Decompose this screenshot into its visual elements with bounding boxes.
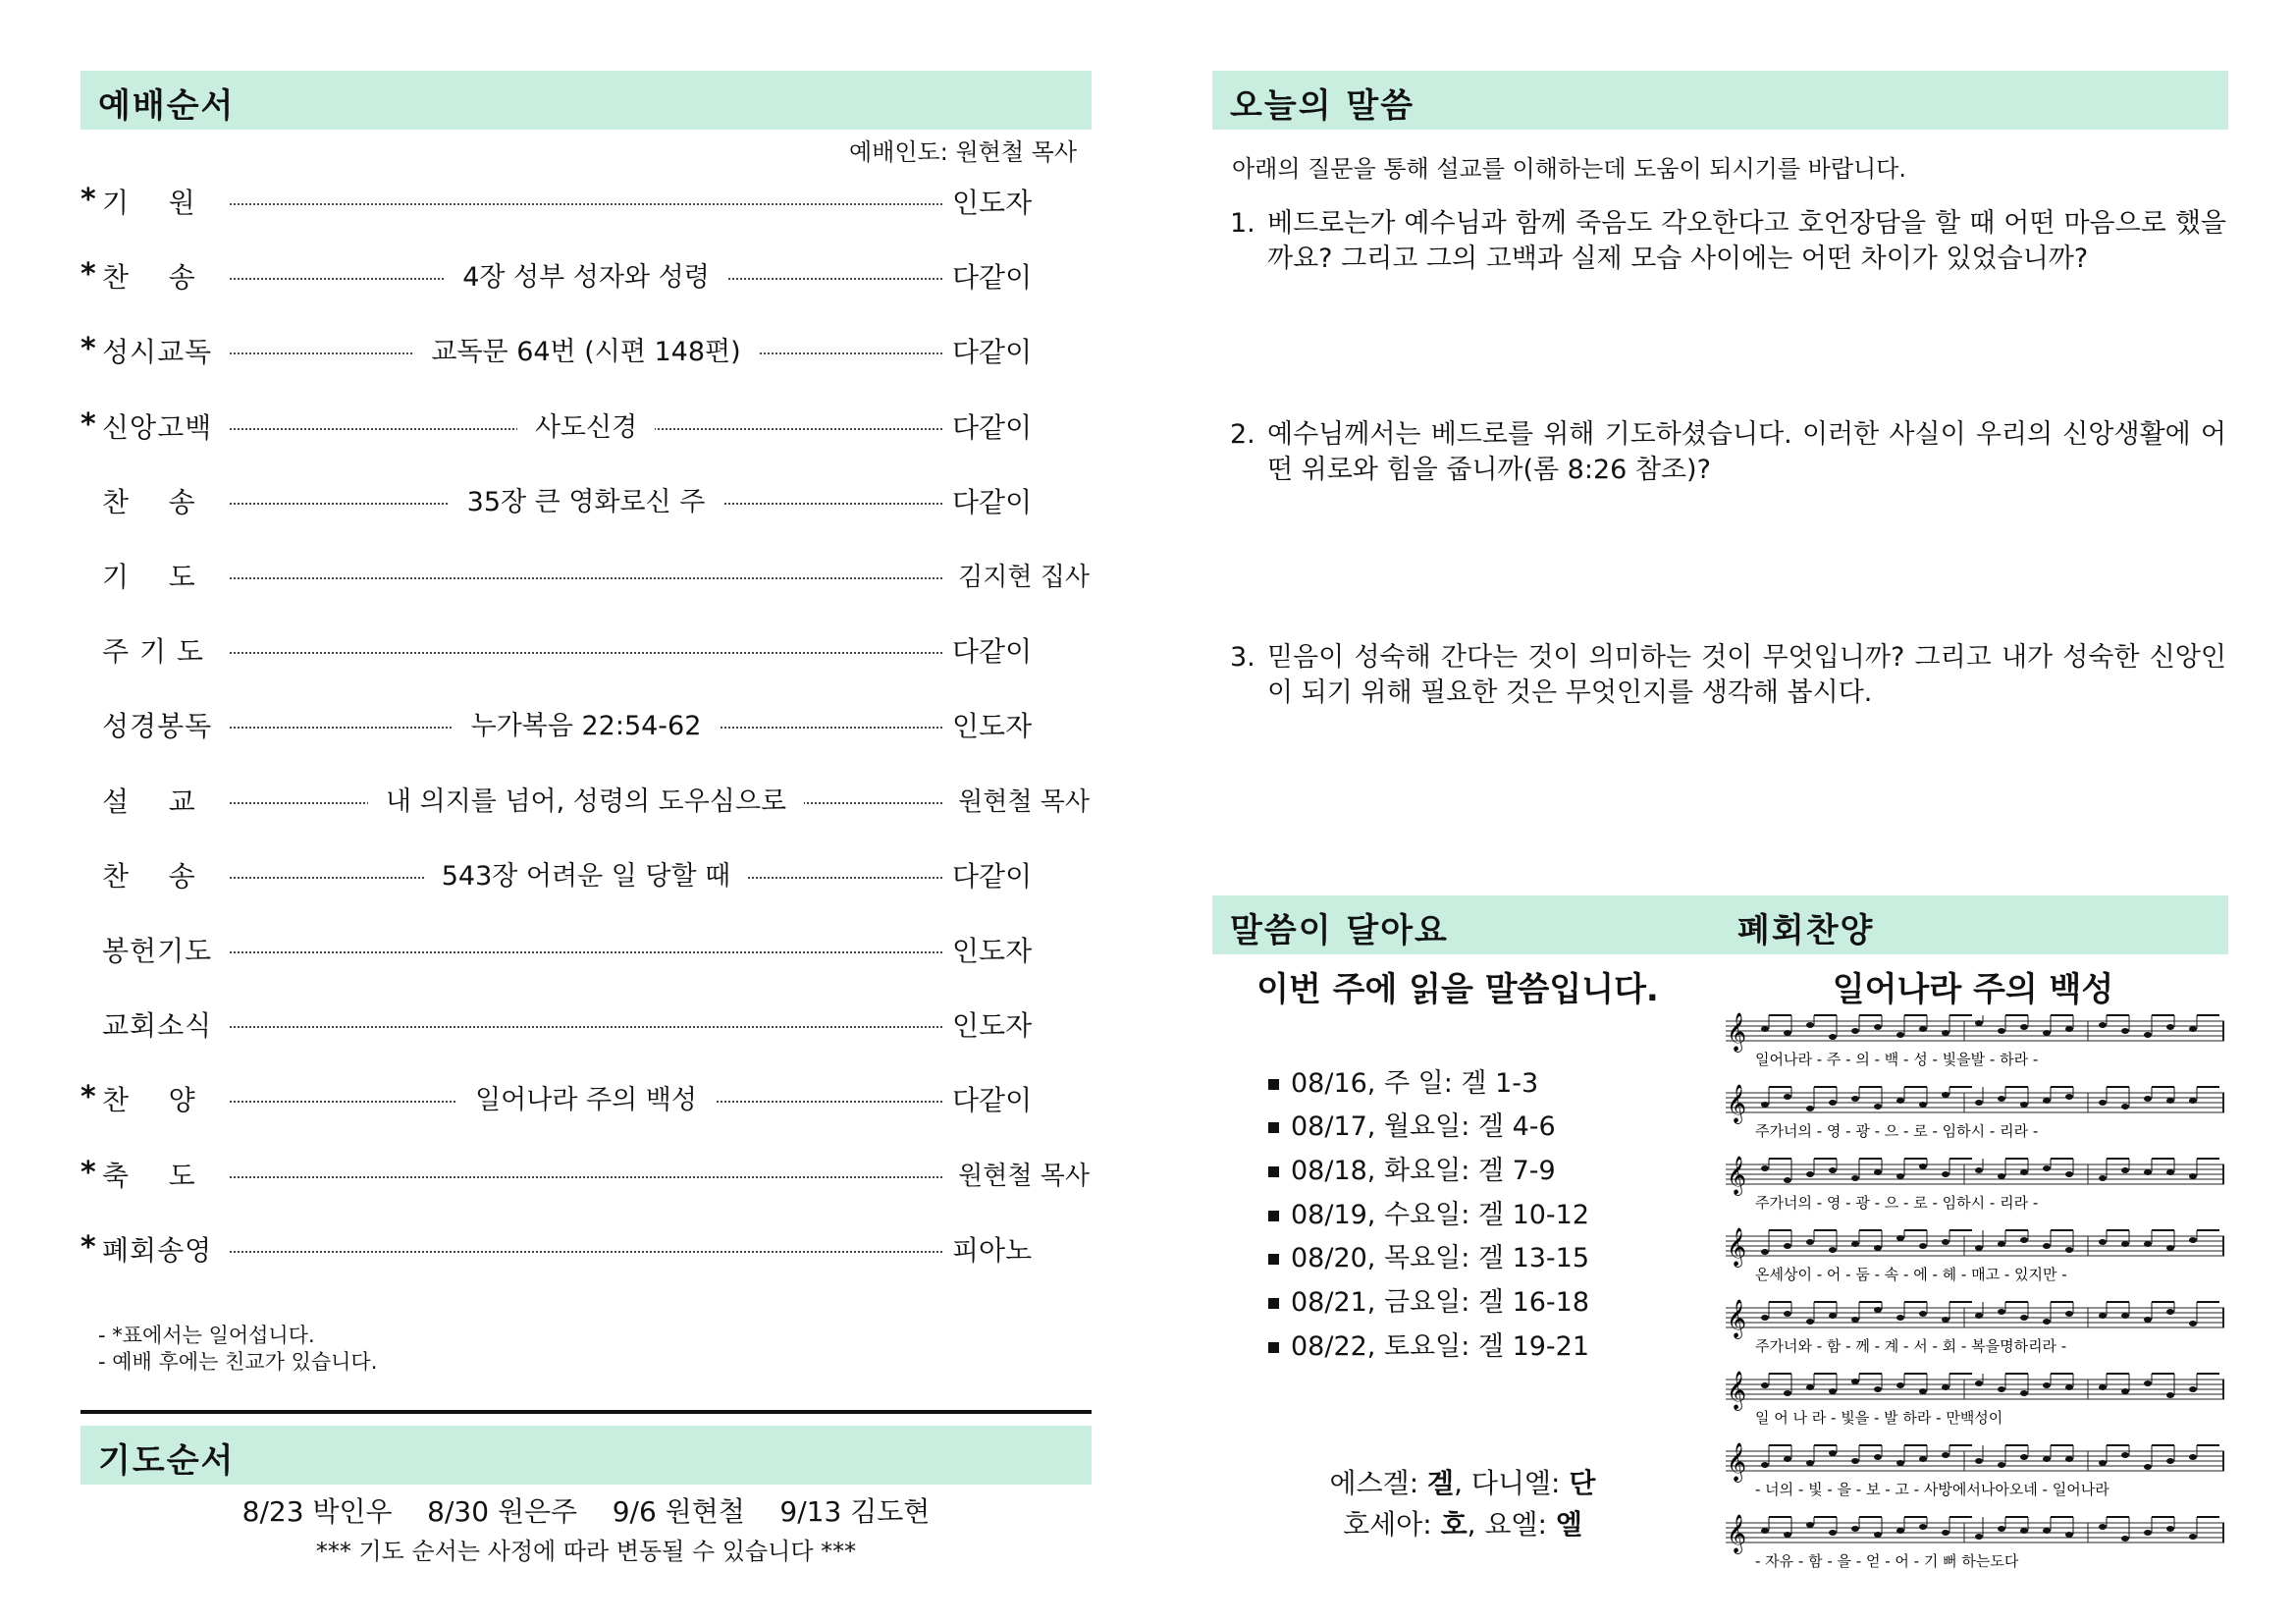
treble-clef-icon: 𝄞 bbox=[1727, 1442, 1747, 1482]
dotted-leader bbox=[230, 203, 942, 205]
treble-clef-icon: 𝄞 bbox=[1727, 1371, 1747, 1410]
standing-mark: * bbox=[80, 332, 96, 366]
standing-mark: * bbox=[80, 1230, 96, 1265]
hymn-lyric-line: - 자유 - 함 - 을 - 얻 - 어 - 기 뻐 하는도다 bbox=[1755, 1552, 2019, 1570]
question-text: 믿음이 성숙해 간다는 것이 의미하는 것이 무엇입니까? 그리고 내가 성숙한 신앙인이 되기 위해 필요한 것은 무엇인지를 생각해 봅시다. bbox=[1267, 642, 2226, 708]
note-line: - 예배 후에는 친교가 있습니다. bbox=[98, 1350, 378, 1374]
hymn-lyric-line: 온세상이 - 어 - 둠 - 속 - 에 - 헤 - 매고 - 있지만 - bbox=[1755, 1266, 2067, 1283]
word-intro: 아래의 질문을 통해 설교를 이해하는데 도움이 되시기를 바랍니다. bbox=[1232, 155, 1906, 183]
staff-system bbox=[1726, 1371, 2224, 1427]
worship-item bbox=[80, 930, 1090, 973]
worship-item-person: 인도자 bbox=[952, 187, 1033, 219]
worship-item bbox=[80, 1229, 1090, 1272]
worship-item-content: 사도신경 bbox=[230, 406, 942, 450]
worship-order-title: 예배순서 bbox=[98, 86, 236, 126]
worship-item bbox=[80, 1004, 1090, 1048]
worship-item-content: 일어나라 주의 백성 bbox=[230, 1079, 942, 1122]
dotted-leader bbox=[230, 1026, 942, 1028]
worship-item-label: 폐회송영 bbox=[102, 1234, 213, 1267]
worship-item-label: 찬 송 bbox=[102, 860, 196, 893]
reading-item: 08/21, 금요일: 겔 16-18 bbox=[1268, 1281, 1589, 1325]
standing-mark: * bbox=[80, 1080, 96, 1114]
treble-clef-icon: 𝄞 bbox=[1727, 1084, 1747, 1123]
book-abbreviations: 에스겔: 겔, 다니엘: 단 호세아: 호, 요엘: 엘 bbox=[1329, 1467, 1596, 1541]
treble-clef-icon: 𝄞 bbox=[1727, 1514, 1747, 1553]
worship-item-label: 성경봉독 bbox=[102, 710, 213, 742]
worship-notes bbox=[98, 1323, 377, 1376]
worship-item-person: 원현철 목사 bbox=[958, 787, 1090, 817]
word-sweet-title: 말씀이 달아요 bbox=[1230, 911, 1449, 950]
dotted-leader bbox=[230, 652, 942, 654]
worship-item-label: 성시교독 bbox=[102, 336, 213, 368]
worship-item bbox=[80, 1155, 1090, 1198]
hymn-lyric-line: 주가너의 - 영 - 광 - 으 - 로 - 임하시 - 리라 - bbox=[1755, 1122, 2039, 1140]
divider bbox=[80, 1410, 1092, 1414]
reading-item: 08/20, 목요일: 겔 13-15 bbox=[1268, 1237, 1589, 1280]
reading-item: 08/17, 월요일: 겔 4-6 bbox=[1268, 1106, 1556, 1149]
worship-item-person: 인도자 bbox=[952, 935, 1033, 967]
dotted-leader bbox=[230, 577, 942, 579]
question-text: 예수님께서는 베드로를 위해 기도하셨습니다. 이러한 사실이 우리의 신앙생활에 어떤 위로와 힘을 줍니까(롬 8:26 참조)? bbox=[1267, 419, 2226, 485]
worship-item bbox=[80, 781, 1090, 824]
standing-mark: * bbox=[80, 407, 96, 442]
worship-item bbox=[80, 855, 1090, 898]
standing-mark: * bbox=[80, 257, 96, 292]
worship-item-label: 교회소식 bbox=[102, 1009, 213, 1042]
worship-item-person: 피아노 bbox=[952, 1234, 1033, 1267]
worship-leader: 예배인도: 원현철 목사 bbox=[849, 138, 1077, 166]
worship-item-content: 교독문 64번 (시편 148편) bbox=[230, 331, 942, 374]
hymn-score bbox=[1726, 1011, 2226, 1591]
worship-item-content: 4장 성부 성자와 성령 bbox=[230, 256, 942, 299]
question-3 bbox=[1230, 640, 2226, 711]
worship-item-person: 다같이 bbox=[952, 635, 1033, 668]
worship-item-label: 찬 송 bbox=[102, 261, 196, 294]
treble-clef-icon: 𝄞 bbox=[1727, 1299, 1747, 1338]
worship-item-label: 설 교 bbox=[102, 785, 196, 818]
worship-item-person: 다같이 bbox=[952, 336, 1033, 368]
prayer-order-title: 기도순서 bbox=[98, 1441, 236, 1481]
weekly-reading-title: 이번 주에 읽을 말씀입니다. bbox=[1256, 970, 1659, 1009]
hymn-lyric-line: 일 어 나 라 - 빛을 - 발 하라 - 만백성이 bbox=[1755, 1409, 2003, 1427]
worship-item-label: 찬 송 bbox=[102, 486, 196, 518]
question-text: 베드로는가 예수님과 함께 죽음도 각오한다고 호언장담을 할 때 어떤 마음으로 했을까요? 그리고 그의 고백과 실제 모습 사이에는 어떤 차이가 있었습니까? bbox=[1267, 208, 2226, 274]
worship-item-label: 주 기 도 bbox=[102, 635, 204, 668]
worship-item-person: 인도자 bbox=[952, 710, 1033, 742]
worship-item-label: 기 원 bbox=[102, 187, 196, 219]
worship-item-label: 축 도 bbox=[102, 1160, 196, 1192]
question-number: 3. bbox=[1230, 642, 1255, 673]
worship-item-person: 김지현 집사 bbox=[958, 563, 1090, 592]
worship-item-label: 찬 양 bbox=[102, 1084, 196, 1116]
worship-item bbox=[80, 556, 1090, 599]
worship-item-content: 내 의지를 넘어, 성령의 도우심으로 bbox=[230, 781, 942, 824]
worship-item-person: 다같이 bbox=[952, 411, 1033, 444]
worship-item-person: 다같이 bbox=[952, 1084, 1033, 1116]
worship-item-person: 다같이 bbox=[952, 860, 1033, 893]
standing-mark: * bbox=[80, 183, 96, 217]
hymn-lyric-line: 주가너와 - 함 - 께 - 계 - 서 - 회 - 복을명하리라 - bbox=[1755, 1337, 2067, 1355]
worship-item-person: 원현철 목사 bbox=[958, 1162, 1090, 1191]
question-number: 1. bbox=[1230, 208, 1255, 239]
prayer-note: *** 기도 순서는 사정에 따라 변동될 수 있습니다 *** bbox=[315, 1538, 857, 1565]
question-1 bbox=[1230, 206, 2226, 277]
worship-item bbox=[80, 481, 1090, 524]
reading-item: 08/22, 토요일: 겔 19-21 bbox=[1268, 1326, 1589, 1369]
dotted-leader bbox=[230, 1251, 942, 1253]
staff-system bbox=[1726, 1012, 2224, 1068]
worship-item-label: 신앙고백 bbox=[102, 411, 213, 444]
prayer-schedule: 8/23 박인우 8/30 원은주 9/6 원현철 9/13 김도현 bbox=[241, 1495, 931, 1528]
staff-system bbox=[1726, 1442, 2224, 1498]
treble-clef-icon: 𝄞 bbox=[1727, 1227, 1747, 1267]
treble-clef-icon: 𝄞 bbox=[1727, 1156, 1747, 1195]
dotted-leader bbox=[230, 951, 942, 953]
hymn-lyric-line: - 너의 - 빛 - 을 - 보 - 고 - 사방에서나아오네 - 일어나라 bbox=[1755, 1481, 2109, 1498]
worship-item-person: 다같이 bbox=[952, 486, 1033, 518]
reading-item: 08/19, 수요일: 겔 10-12 bbox=[1268, 1194, 1589, 1237]
staff-system bbox=[1726, 1156, 2224, 1212]
treble-clef-icon: 𝄞 bbox=[1727, 1012, 1747, 1052]
worship-item-label: 봉헌기도 bbox=[102, 935, 213, 967]
worship-item-content: 누가복음 22:54-62 bbox=[230, 705, 942, 748]
worship-item bbox=[80, 331, 1090, 374]
staff-system bbox=[1726, 1227, 2224, 1283]
worship-item bbox=[80, 182, 1090, 225]
staff-system bbox=[1726, 1084, 2224, 1140]
worship-item bbox=[80, 406, 1090, 450]
worship-item-person: 다같이 bbox=[952, 261, 1033, 294]
closing-hymn-title: 폐회찬양 bbox=[1737, 911, 1875, 950]
dotted-leader bbox=[230, 1176, 942, 1178]
todays-word-title: 오늘의 말씀 bbox=[1230, 86, 1415, 126]
worship-item-person: 인도자 bbox=[952, 1009, 1033, 1042]
hymn-title: 일어나라 주의 백성 bbox=[1832, 970, 2114, 1009]
reading-item: 08/16, 주 일: 겔 1-3 bbox=[1268, 1062, 1538, 1106]
worship-item bbox=[80, 705, 1090, 748]
worship-item bbox=[80, 630, 1090, 674]
question-number: 2. bbox=[1230, 419, 1255, 450]
staff-system bbox=[1726, 1299, 2224, 1355]
worship-item-content: 543장 어려운 일 당할 때 bbox=[230, 855, 942, 898]
worship-item bbox=[80, 256, 1090, 299]
staff-system bbox=[1726, 1514, 2224, 1570]
worship-item-label: 기 도 bbox=[102, 561, 196, 593]
question-2 bbox=[1230, 417, 2226, 488]
hymn-lyric-line: 일어나라 - 주 - 의 - 백 - 성 - 빛을발 - 하라 - bbox=[1755, 1051, 2039, 1068]
standing-mark: * bbox=[80, 1156, 96, 1190]
reading-item: 08/18, 화요일: 겔 7-9 bbox=[1268, 1150, 1556, 1193]
note-line: - *표에서는 일어섭니다. bbox=[98, 1324, 315, 1347]
worship-item bbox=[80, 1079, 1090, 1122]
worship-item-content: 35장 큰 영화로신 주 bbox=[230, 481, 942, 524]
hymn-lyric-line: 주가너의 - 영 - 광 - 으 - 로 - 임하시 - 리라 - bbox=[1755, 1194, 2039, 1212]
